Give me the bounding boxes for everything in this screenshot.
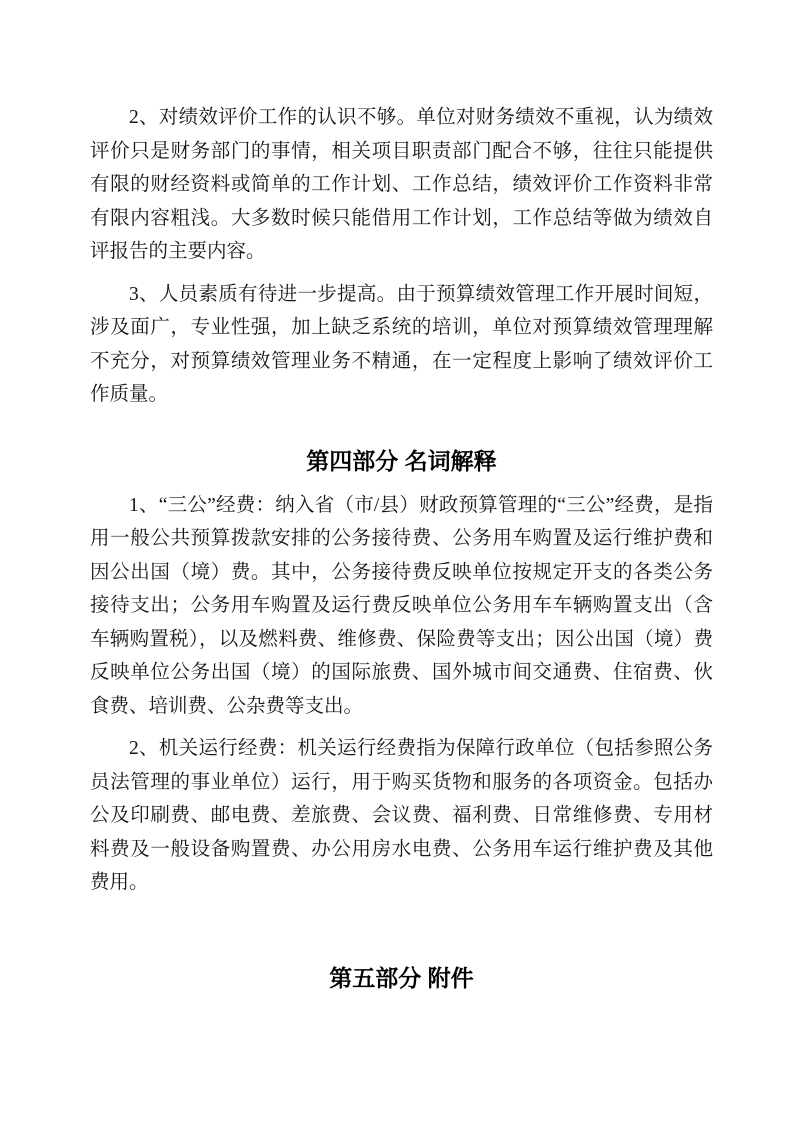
paragraph-three-public-funds-definition: 1、“三公”经费：纳入省（市/县）财政预算管理的“三公”经费，是指用一般公共预算拨款安排的公务接待费、公务用车购置及运行维护费和因公出国（境）费。其中，公务接待费反映单位按规定开支的各类公务接待支出；公务用车购置及运行费反映单位公务用车车辆购置支出（含车辆购置税），以及燃料费、维修费、保险费等支出；因公出国（境）费反映单位公务出国（境）的国际旅费、国外城市间交通费、住宿费、伙食费、培训费、公杂费等支出。 (90, 494, 713, 717)
page-content (90, 101, 713, 1006)
section-five-heading: 第五部分 附件 (329, 964, 474, 991)
section-four-heading: 第四部分 名词解释 (306, 447, 497, 474)
paragraph-insufficient-awareness: 2、对绩效评价工作的认识不够。单位对财务绩效不重视，认为绩效评价只是财务部门的事情，相关项目职责部门配合不够，往往只能提供有限的财经资料或简单的工作计划、工作总结，绩效评价工作资料非常有限内容粗浅。大多数时候只能借用工作计划，工作总结等做为绩效自评报告的主要内容。 (90, 107, 713, 262)
paragraph-agency-operating-funds-definition: 2、机关运行经费：机关运行经费指为保障行政单位（包括参照公务员法管理的事业单位）运行，用于购买货物和服务的各项资金。包括办公及印刷费、邮电费、差旅费、会议费、福利费、日常维修费、专用材料费及一般设备购置费、办公用房水电费、公务用车运行维护费及其他费用。 (90, 738, 713, 893)
paragraph-personnel-quality: 3、人员素质有待进一步提高。由于预算绩效管理工作开展时间短，涉及面广，专业性强，加上缺乏系统的培训，单位对预算绩效管理理解不充分，对预算绩效管理业务不精通，在一定程度上影响了绩效评价工作质量。 (90, 283, 713, 405)
